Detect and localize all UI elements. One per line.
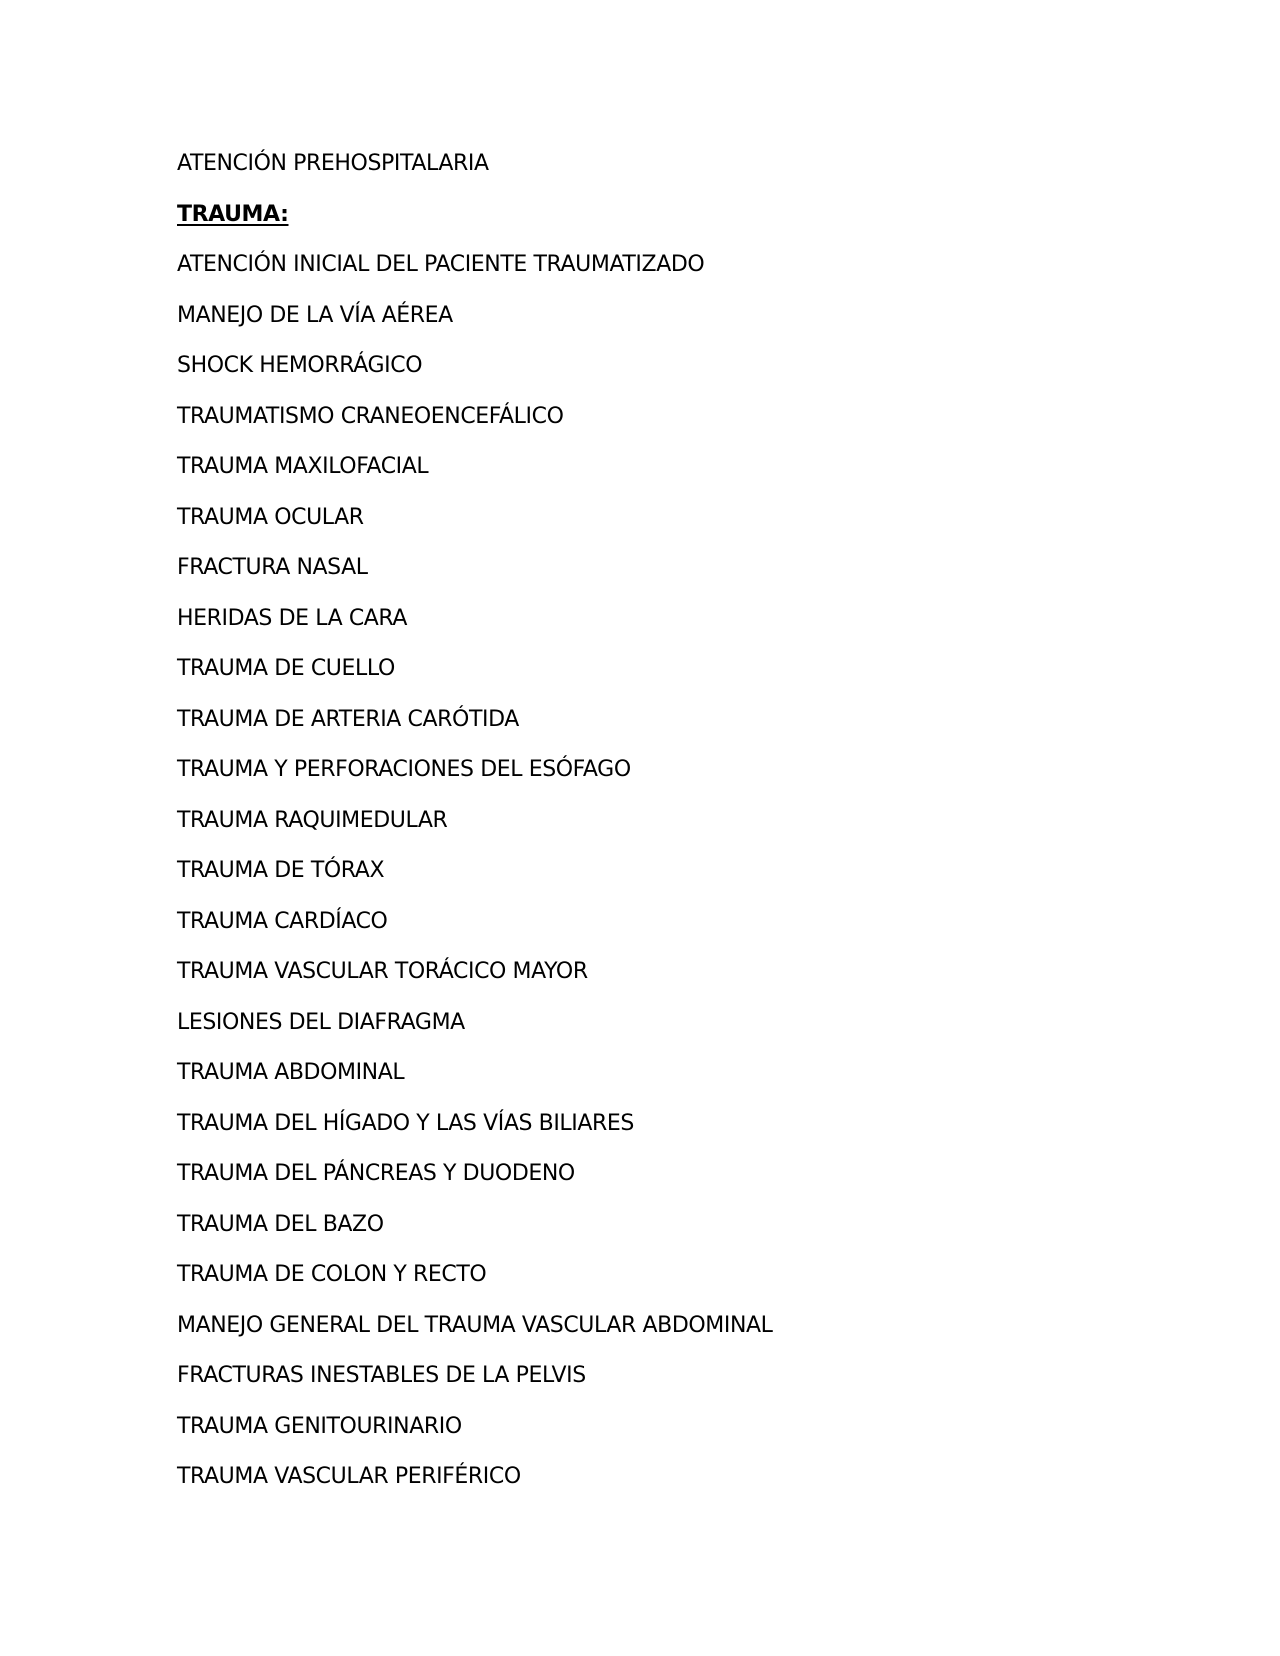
topic-item: TRAUMA DEL HÍGADO Y LAS VÍAS BILIARES [177,1110,634,1136]
topic-item: TRAUMA CARDÍACO [177,908,388,934]
topic-item: MANEJO DE LA VÍA AÉREA [177,302,453,328]
topic-item: TRAUMA DE CUELLO [177,656,395,681]
topic-item: TRAUMA GENITOURINARIO [177,1413,462,1439]
topic-item: TRAUMA DE TÓRAX [177,858,385,883]
topic-item: TRAUMA Y PERFORACIONES DEL ESÓFAGO [177,757,631,782]
topic-item: TRAUMA VASCULAR PERIFÉRICO [177,1464,521,1489]
topic-item: TRAUMA DE COLON Y RECTO [177,1262,487,1287]
topic-item: MANEJO GENERAL DEL TRAUMA VASCULAR ABDOMINAL [177,1312,773,1338]
section-heading: TRAUMA: [177,201,289,227]
topic-item: TRAUMA RAQUIMEDULAR [177,807,448,833]
topic-item: TRAUMA ABDOMINAL [177,1060,405,1085]
topic-item: FRACTURA NASAL [177,555,368,580]
document-title: ATENCIÓN PREHOSPITALARIA [177,151,489,176]
topic-item: TRAUMA OCULAR [177,504,364,530]
document-content [177,146,1177,1510]
topic-item: FRACTURAS INESTABLES DE LA PELVIS [177,1363,586,1388]
topic-item: TRAUMA DEL PÁNCREAS Y DUODENO [177,1161,575,1186]
topic-item: TRAUMA DEL BAZO [177,1211,384,1237]
topic-item: TRAUMA DE ARTERIA CARÓTIDA [177,706,519,732]
topic-item: LESIONES DEL DIAFRAGMA [177,1009,465,1035]
topic-item: TRAUMATISMO CRANEOENCEFÁLICO [177,403,564,429]
topic-item: HERIDAS DE LA CARA [177,605,408,631]
topic-item: TRAUMA MAXILOFACIAL [177,454,429,479]
topic-item: ATENCIÓN INICIAL DEL PACIENTE TRAUMATIZADO [177,252,705,277]
topic-item: TRAUMA VASCULAR TORÁCICO MAYOR [177,959,588,984]
topic-item: SHOCK HEMORRÁGICO [177,353,423,378]
